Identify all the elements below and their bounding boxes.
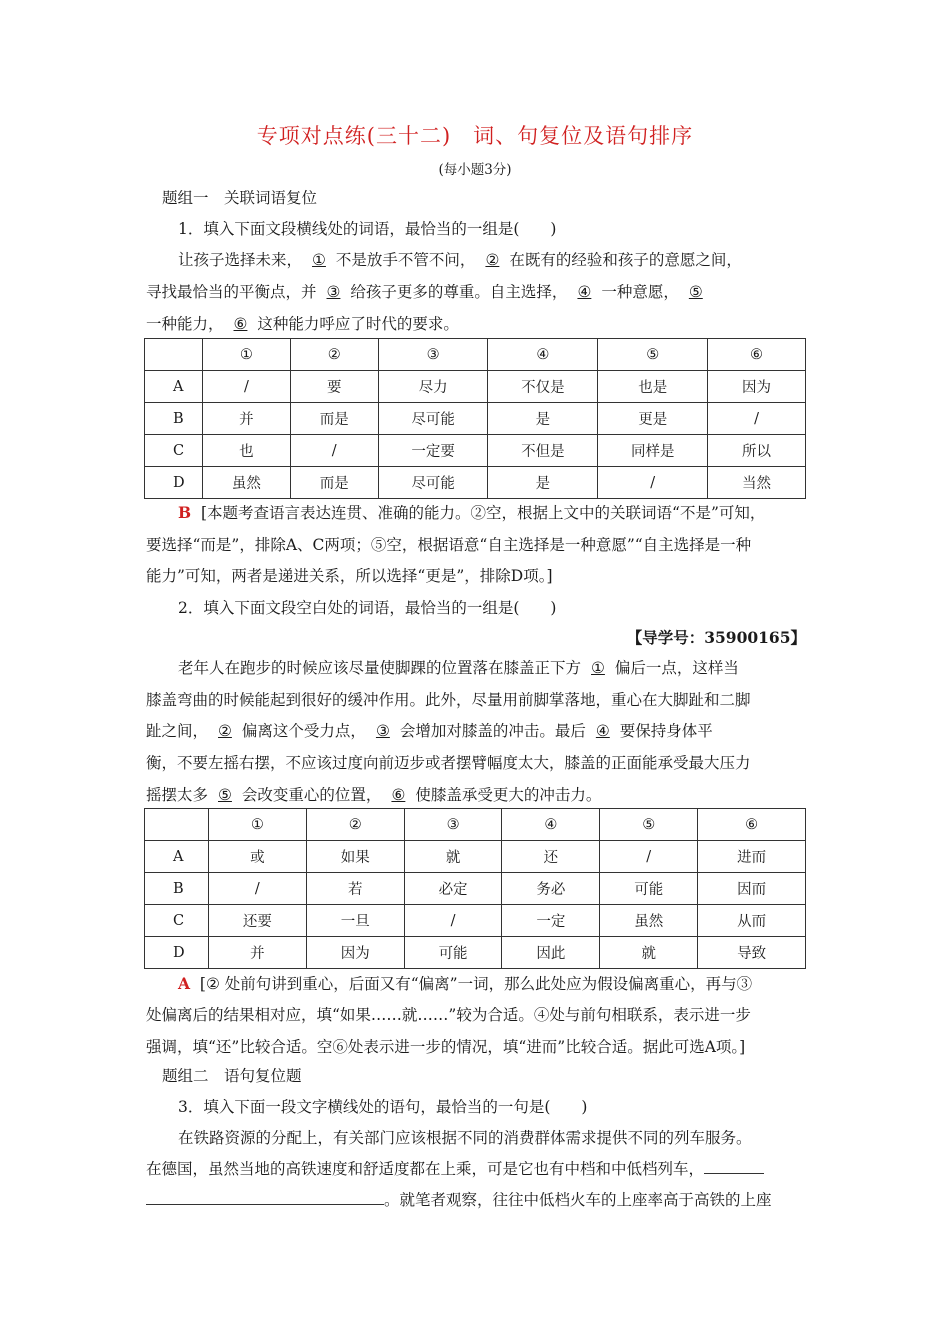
q2-explanation-line2: 处偏离后的结果相对应，填“如果……就……”较为合适。④处与前句相联系，表示进一步 <box>146 1006 751 1024</box>
q2-explanation-line1: A [② 处前句讲到重心，后面又有“偏离”一词，那么此处应为假设偏离重心，再与③ <box>178 974 753 993</box>
blank-2: ② <box>485 251 500 269</box>
blank-3: ③ <box>326 283 341 301</box>
q2-explanation-line3: 强调，填“还”比较合适。空⑥处表示进一步的情况，填“进而”比较合适。据此可选A项。] <box>146 1038 746 1056</box>
group2-heading: 题组二 语句复位题 <box>162 1067 302 1085</box>
q1-explanation-line3: 能力”可知，两者是递进关系，所以选择“更是”，排除D项。] <box>146 567 553 585</box>
q3-paragraph-line3: 。就笔者观察，往往中低档火车的上座率高于高铁的上座 <box>146 1188 772 1210</box>
q1-answer: B <box>178 503 192 522</box>
q3-paragraph-line2: 在德国，虽然当地的高铁速度和舒适度都在上乘，可是它也有中档和中低档列车， <box>146 1157 764 1179</box>
blank-1: ① <box>312 251 326 269</box>
q2-paragraph-line2: 膝盖弯曲的时候能起到很好的缓冲作用。此外，尽量用前脚掌落地，重心在大脚趾和二脚 <box>146 691 751 709</box>
table-header-row: ① ② ③ ④ ⑤ ⑥ <box>145 809 806 841</box>
blank-2: ② <box>218 722 232 740</box>
table-row: A / 要 尽力 不仅是 也是 因为 <box>145 371 806 403</box>
table-header-row: ① ② ③ ④ ⑤ ⑥ <box>145 339 806 371</box>
table-row: D 虽然 而是 尽可能 是 / 当然 <box>145 467 806 499</box>
blank-3: ③ <box>375 722 390 740</box>
blank-6: ⑥ <box>391 786 406 804</box>
q2-answer: A <box>178 974 191 993</box>
table-row: D 并 因为 可能 因此 就 导致 <box>145 937 806 969</box>
q2-options-table <box>144 808 806 969</box>
blank-1: ① <box>591 659 605 677</box>
table-row: C 还要 一旦 / 一定 虽然 从而 <box>145 905 806 937</box>
page-title: 专项对点练(三十二) 词、句复位及语句排序 <box>256 124 694 148</box>
table-row: B / 若 必定 务必 可能 因而 <box>145 873 806 905</box>
q2-paragraph-line5: 摇摆太多 ⑤ 会改变重心的位置， ⑥ 使膝盖承受更大的冲击力。 <box>146 786 602 804</box>
q3-paragraph-line1: 在铁路资源的分配上，有关部门应该根据不同的消费群体需求提供不同的列车服务。 <box>178 1129 752 1147</box>
q1-explanation-line1: B [本题考查语言表达连贯、准确的能力。②空，根据上文中的关联词语“不是”可知， <box>178 503 766 522</box>
group1-heading: 题组一 关联词语复位 <box>162 189 318 207</box>
blank-5: ⑤ <box>218 786 232 804</box>
q3-stem: 3．填入下面一段文字横线处的语句，最恰当的一句是( ) <box>178 1098 588 1116</box>
q2-stem: 2．填入下面文段空白处的词语，最恰当的一组是( ) <box>178 599 557 617</box>
q1-paragraph-line1: 让孩子选择未来， ① 不是放手不管不问， ② 在既有的经验和孩子的意愿之间， <box>178 251 742 269</box>
blank-6: ⑥ <box>233 315 248 333</box>
table-row: B 并 而是 尽可能 是 更是 / <box>145 403 806 435</box>
q1-stem: 1．填入下面文段横线处的词语，最恰当的一组是( ) <box>178 220 557 238</box>
guide-number: 【导学号：35900165】 <box>626 628 806 647</box>
q1-options-table <box>144 338 806 499</box>
table-row: C 也 / 一定要 不但是 同样是 所以 <box>145 435 806 467</box>
blank-4: ④ <box>577 283 592 301</box>
score-note: (每小题3分) <box>438 162 512 178</box>
q1-paragraph-line3: 一种能力， ⑥ 这种能力呼应了时代的要求。 <box>146 315 459 333</box>
answer-blank <box>704 1159 764 1174</box>
table-row: A 或 如果 就 还 / 进而 <box>145 841 806 873</box>
q2-paragraph-line1: 老年人在跑步的时候应该尽量使脚踝的位置落在膝盖正下方 ① 偏后一点，这样当 <box>178 659 739 677</box>
answer-blank <box>146 1190 384 1205</box>
blank-4: ④ <box>595 722 610 740</box>
q2-paragraph-line4: 衡，不要左摇右摆，不应该过度向前迈步或者摆臂幅度太大，膝盖的正面能承受最大压力 <box>146 754 751 772</box>
q1-paragraph-line2: 寻找最恰当的平衡点，并 ③ 给孩子更多的尊重。自主选择， ④ 一种意愿， ⑤ <box>146 280 713 302</box>
blank-5: ⑤ <box>688 283 703 301</box>
q2-paragraph-line3: 趾之间， ② 偏离这个受力点， ③ 会增加对膝盖的冲击。最后 ④ 要保持身体平 <box>146 722 713 740</box>
q1-explanation-line2: 要选择“而是”，排除A、C两项；⑤空，根据语意“自主选择是一种意愿”“自主选择是一种 <box>146 536 752 554</box>
